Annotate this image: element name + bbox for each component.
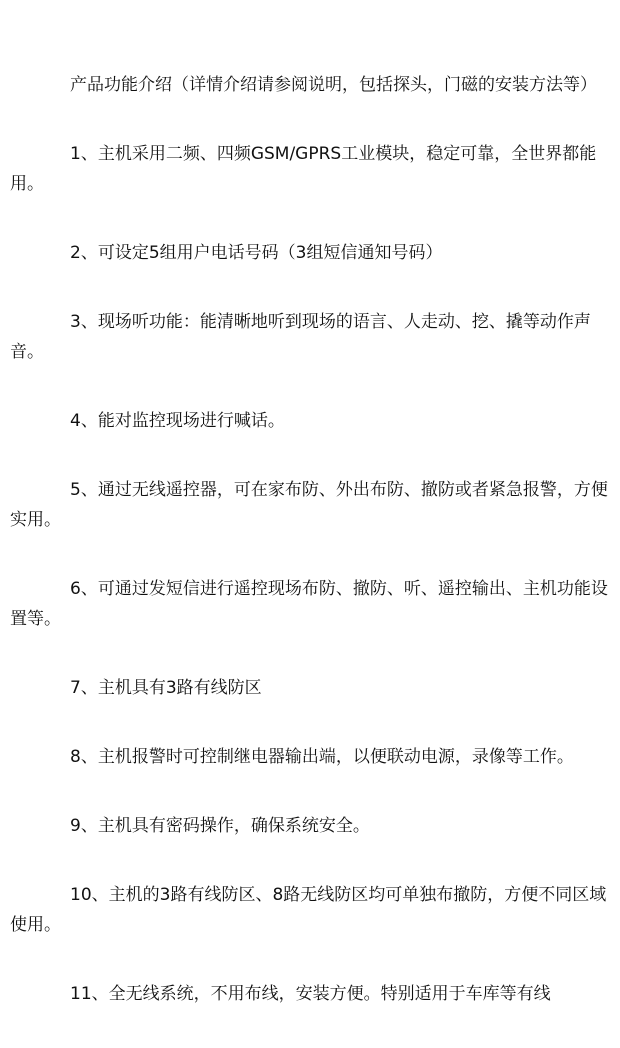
feature-item-9: 9、主机具有密码操作，确保系统安全。 (70, 816, 370, 836)
feature-item-5: 5、通过无线遥控器，可在家布防、外出布防、撤防或者紧急报警，方便实用。 (10, 480, 608, 530)
feature-item-4: 4、能对监控现场进行喊话。 (70, 411, 285, 431)
document-intro: 产品功能介绍（详情介绍请参阅说明，包括探头，门磁的安装方法等） (70, 75, 597, 95)
feature-item-1: 1、主机采用二频、四频GSM/GPRS工业模块，稳定可靠，全世界都能用。 (10, 144, 597, 194)
feature-item-2: 2、可设定5组用户电话号码（3组短信通知号码） (70, 243, 443, 263)
feature-item-7: 7、主机具有3路有线防区 (70, 678, 262, 698)
feature-item-10: 10、主机的3路有线防区、8路无线防区均可单独布撤防，方便不同区域使用。 (10, 885, 607, 935)
feature-item-11: 11、全无线系统，不用布线，安装方便。特别适用于车库等有线 (70, 984, 551, 1004)
document-body (10, 70, 610, 1048)
feature-item-3: 3、现场听功能：能清晰地听到现场的语言、人走动、挖、撬等动作声音。 (10, 312, 591, 362)
feature-item-6: 6、可通过发短信进行遥控现场布防、撤防、听、遥控输出、主机功能设置等。 (10, 579, 608, 629)
feature-item-8: 8、主机报警时可控制继电器输出端，以便联动电源，录像等工作。 (70, 747, 574, 767)
